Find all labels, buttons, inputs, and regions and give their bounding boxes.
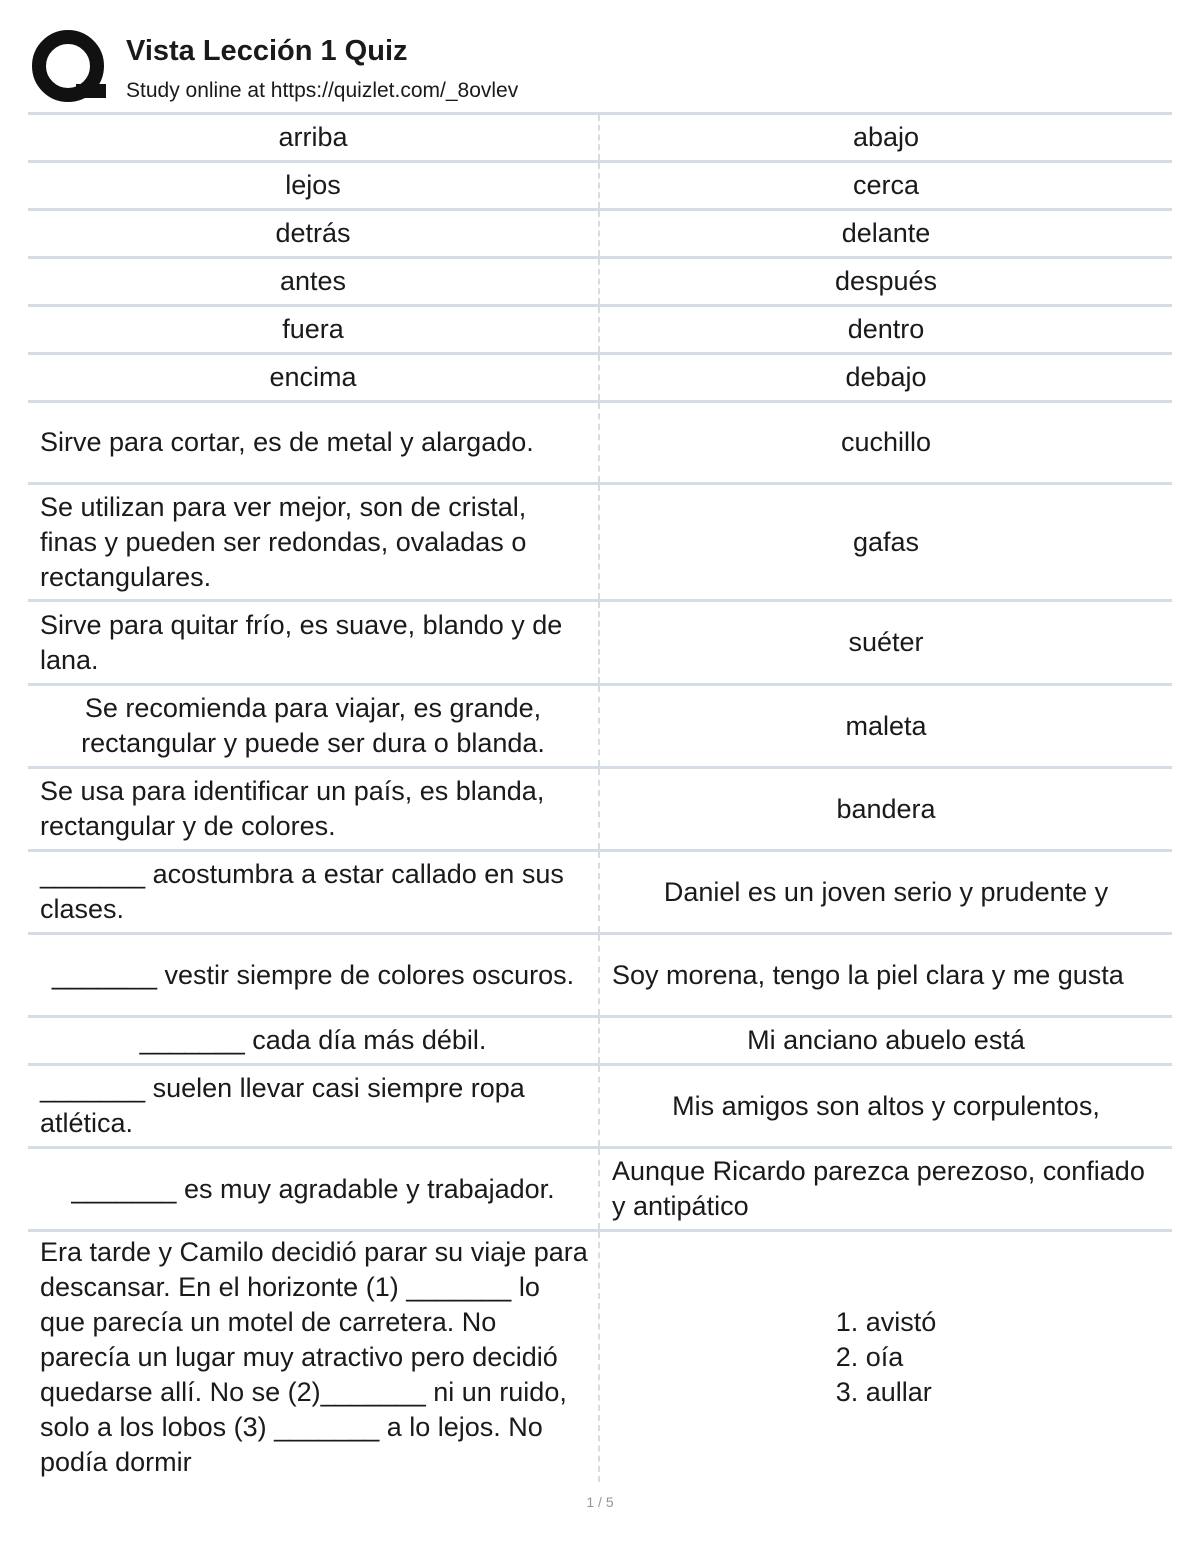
definition-cell: dentro bbox=[847, 314, 925, 344]
table-row bbox=[28, 403, 1172, 485]
term-cell: Se usa para identificar un país, es blanda, rectangular y de colores. bbox=[28, 769, 600, 849]
term-cell: encima bbox=[28, 355, 600, 400]
term-cell: _______ cada día más débil. bbox=[28, 1018, 600, 1063]
study-url[interactable]: Study online at https://quizlet.com/_8ovlev bbox=[126, 79, 519, 102]
flashcard-table bbox=[28, 112, 1172, 1482]
definition-cell: cerca bbox=[852, 170, 920, 200]
answer-item: 1. avistó bbox=[835, 1306, 937, 1337]
table-row bbox=[28, 935, 1172, 1018]
definition-cell bbox=[600, 1232, 1172, 1482]
term-cell: _______ vestir siempre de colores oscuros. bbox=[28, 935, 600, 1015]
definition-cell: debajo bbox=[845, 362, 927, 392]
term-cell: Sirve para cortar, es de metal y alargado. bbox=[28, 403, 600, 482]
term-cell: _______ es muy agradable y trabajador. bbox=[28, 1149, 600, 1229]
definition-cell: Soy morena, tengo la piel clara y me gusta bbox=[612, 959, 1124, 990]
term-cell: _______ suelen llevar casi siempre ropa atlética. bbox=[28, 1066, 600, 1146]
definition-cell: después bbox=[834, 266, 938, 296]
quizlet-logo-icon bbox=[30, 28, 110, 108]
definition-cell: maleta bbox=[845, 710, 927, 741]
table-row bbox=[28, 307, 1172, 355]
term-cell: antes bbox=[28, 259, 600, 304]
page-number: 1 / 5 bbox=[586, 1494, 614, 1510]
table-row bbox=[28, 1232, 1172, 1482]
table-row bbox=[28, 602, 1172, 686]
table-row bbox=[28, 259, 1172, 307]
definition-cell: Mis amigos son altos y corpulentos, bbox=[672, 1090, 1100, 1121]
term-cell: lejos bbox=[28, 163, 600, 208]
definition-cell: cuchillo bbox=[840, 427, 932, 457]
term-cell: arriba bbox=[28, 115, 600, 160]
table-row bbox=[28, 1149, 1172, 1232]
table-row bbox=[28, 115, 1172, 163]
table-row bbox=[28, 163, 1172, 211]
definition-cell: gafas bbox=[852, 526, 920, 557]
table-row bbox=[28, 211, 1172, 259]
definition-cell: delante bbox=[841, 218, 931, 248]
table-row bbox=[28, 769, 1172, 852]
term-cell: fuera bbox=[28, 307, 600, 352]
term-cell: Era tarde y Camilo decidió parar su viaje para descansar. En el horizonte (1) _______ lo que parecía un motel de carretera. No parecía un lugar muy atractivo pero decidió quedarse allí. No se (2)_______ ni un ruido, solo a los lobos (3) _______ a lo lejos. No podía dormir bbox=[28, 1232, 600, 1482]
definition-cell: bandera bbox=[836, 793, 936, 824]
table-row bbox=[28, 485, 1172, 602]
definition-cell: Aunque Ricardo parezca perezoso, confiado y antipático bbox=[612, 1156, 1145, 1221]
definition-cell: Daniel es un joven serio y prudente y bbox=[663, 876, 1109, 907]
table-row bbox=[28, 355, 1172, 403]
table-row bbox=[28, 1018, 1172, 1066]
answer-item: 2. oía bbox=[835, 1341, 904, 1372]
page-title: Vista Lección 1 Quiz bbox=[126, 35, 408, 67]
answer-list bbox=[836, 1305, 937, 1410]
answer-item: 3. aullar bbox=[835, 1376, 932, 1407]
table-row bbox=[28, 852, 1172, 935]
definition-cell: Mi anciano abuelo está bbox=[747, 1025, 1025, 1055]
table-row bbox=[28, 686, 1172, 769]
term-cell: _______ acostumbra a estar callado en sus clases. bbox=[28, 852, 600, 932]
term-cell: detrás bbox=[28, 211, 600, 256]
page-header bbox=[30, 28, 1172, 108]
definition-cell: abajo bbox=[852, 122, 920, 152]
definition-cell: suéter bbox=[848, 627, 924, 657]
term-cell: Se recomienda para viajar, es grande, rectangular y puede ser dura o blanda. bbox=[28, 686, 600, 766]
term-cell: Sirve para quitar frío, es suave, blando y de lana. bbox=[28, 602, 600, 683]
table-row bbox=[28, 1066, 1172, 1149]
term-cell: Se utilizan para ver mejor, son de cristal, finas y pueden ser redondas, ovaladas o rectangulares. bbox=[28, 485, 600, 599]
